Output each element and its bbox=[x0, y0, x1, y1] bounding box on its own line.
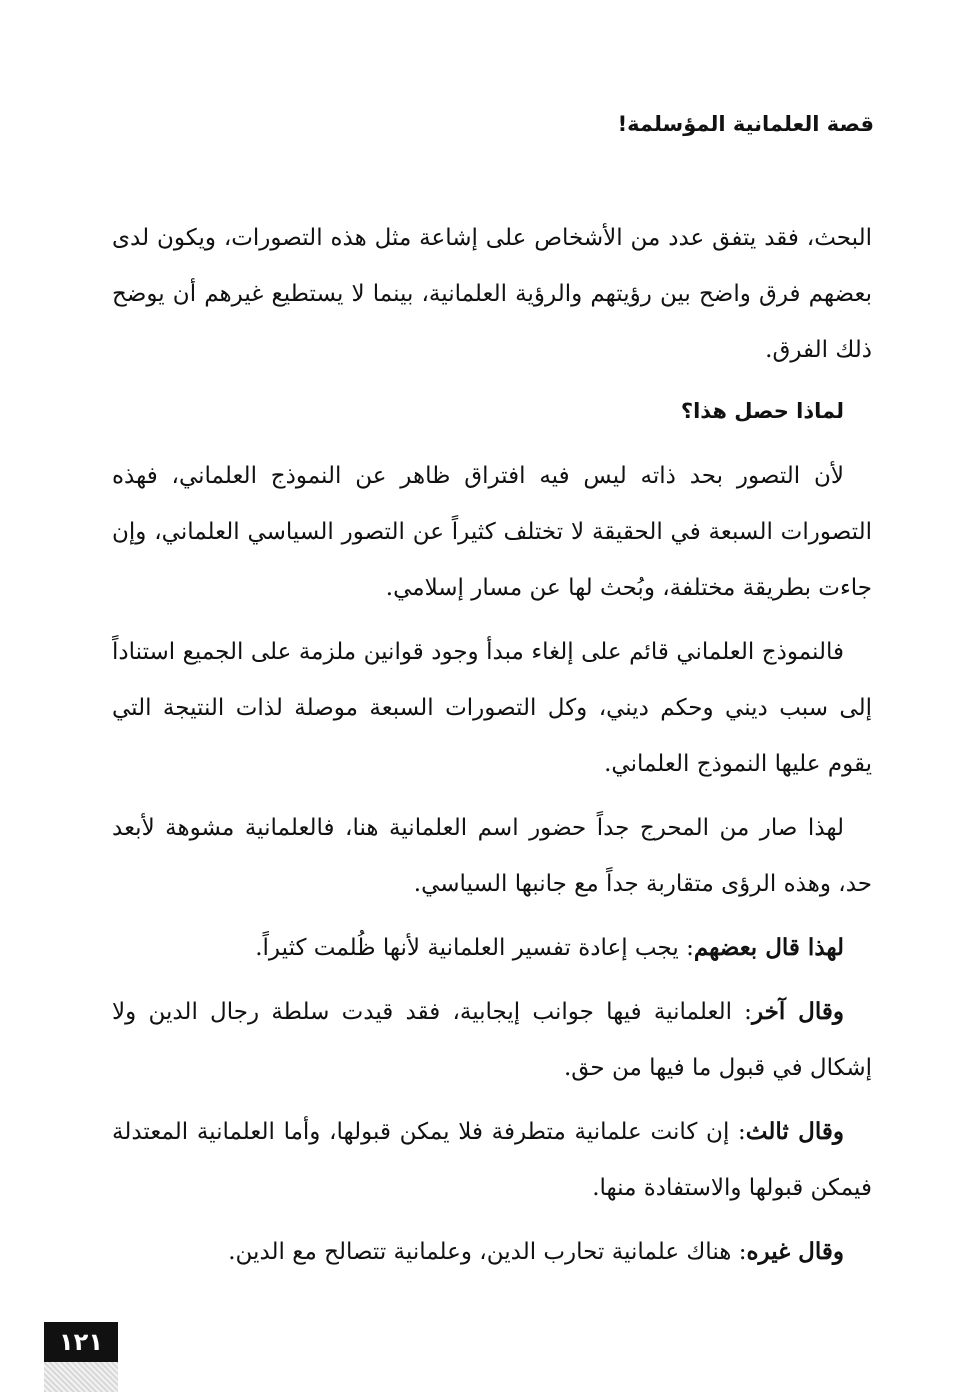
quote-fourth-opinion bbox=[112, 1224, 872, 1280]
paragraph-embarrassment: لهذا صار من المحرج جداً حضور اسم العلمانية هنا، فالعلمانية مشوهة لأبعد حد، وهذه الرؤى متقاربة جداً مع جانبها السياسي. bbox=[112, 815, 872, 897]
quote-text: : إن كانت علمانية متطرفة فلا يمكن قبولها، وأما العلمانية المعتدلة فيمكن قبولها والاستفادة منها. bbox=[112, 1119, 872, 1201]
quote-lead: لهذا قال بعضهم bbox=[693, 934, 844, 961]
quote-text: : هناك علمانية تحارب الدين، وعلمانية تتصالح مع الدين. bbox=[228, 1239, 747, 1265]
quote-first-opinion bbox=[112, 920, 872, 976]
body-text bbox=[112, 210, 872, 1288]
quote-lead: وقال آخر bbox=[751, 998, 844, 1025]
paragraph-answer: لأن التصور بحد ذاته ليس فيه افتراق ظاهر عن النموذج العلماني، فهذه التصورات السبعة في الحقيقة لا تختلف كثيراً عن التصور السياسي العلماني، وإن جاءت بطريقة مختلفة، وبُحث لها عن مسار إسلامي. bbox=[112, 463, 872, 601]
quote-text: : يجب إعادة تفسير العلمانية لأنها ظُلمت كثيراً. bbox=[255, 935, 694, 961]
paragraph-continuation: البحث، فقد يتفق عدد من الأشخاص على إشاعة مثل هذه التصورات، ويكون لدى بعضهم فرق واضح بين رؤيتهم والرؤية العلمانية، بينما لا يستطيع غيرهم أن يوضح ذلك الفرق. bbox=[112, 225, 872, 363]
quote-lead: وقال ثالث bbox=[745, 1118, 844, 1145]
running-header-title: قصة العلمانية المؤسلمة! bbox=[617, 112, 874, 136]
quote-second-opinion bbox=[112, 984, 872, 1096]
quote-lead: وقال غيره bbox=[746, 1238, 844, 1265]
section-heading: لماذا حصل هذا؟ bbox=[680, 399, 844, 423]
page-number-shadow bbox=[44, 1362, 118, 1392]
paragraph-secular-model: فالنموذج العلماني قائم على إلغاء مبدأ وجود قوانين ملزمة على الجميع استناداً إلى سبب ديني وحكم ديني، وكل التصورات السبعة موصلة لذات النتيجة التي يقوم عليها النموذج العلماني. bbox=[112, 639, 872, 777]
page-number: ١٢١ bbox=[44, 1322, 118, 1362]
quote-text: : العلمانية فيها جوانب إيجابية، فقد قيدت سلطة رجال الدين ولا إشكال في قبول ما فيها من حق. bbox=[112, 999, 872, 1081]
quote-third-opinion bbox=[112, 1104, 872, 1216]
